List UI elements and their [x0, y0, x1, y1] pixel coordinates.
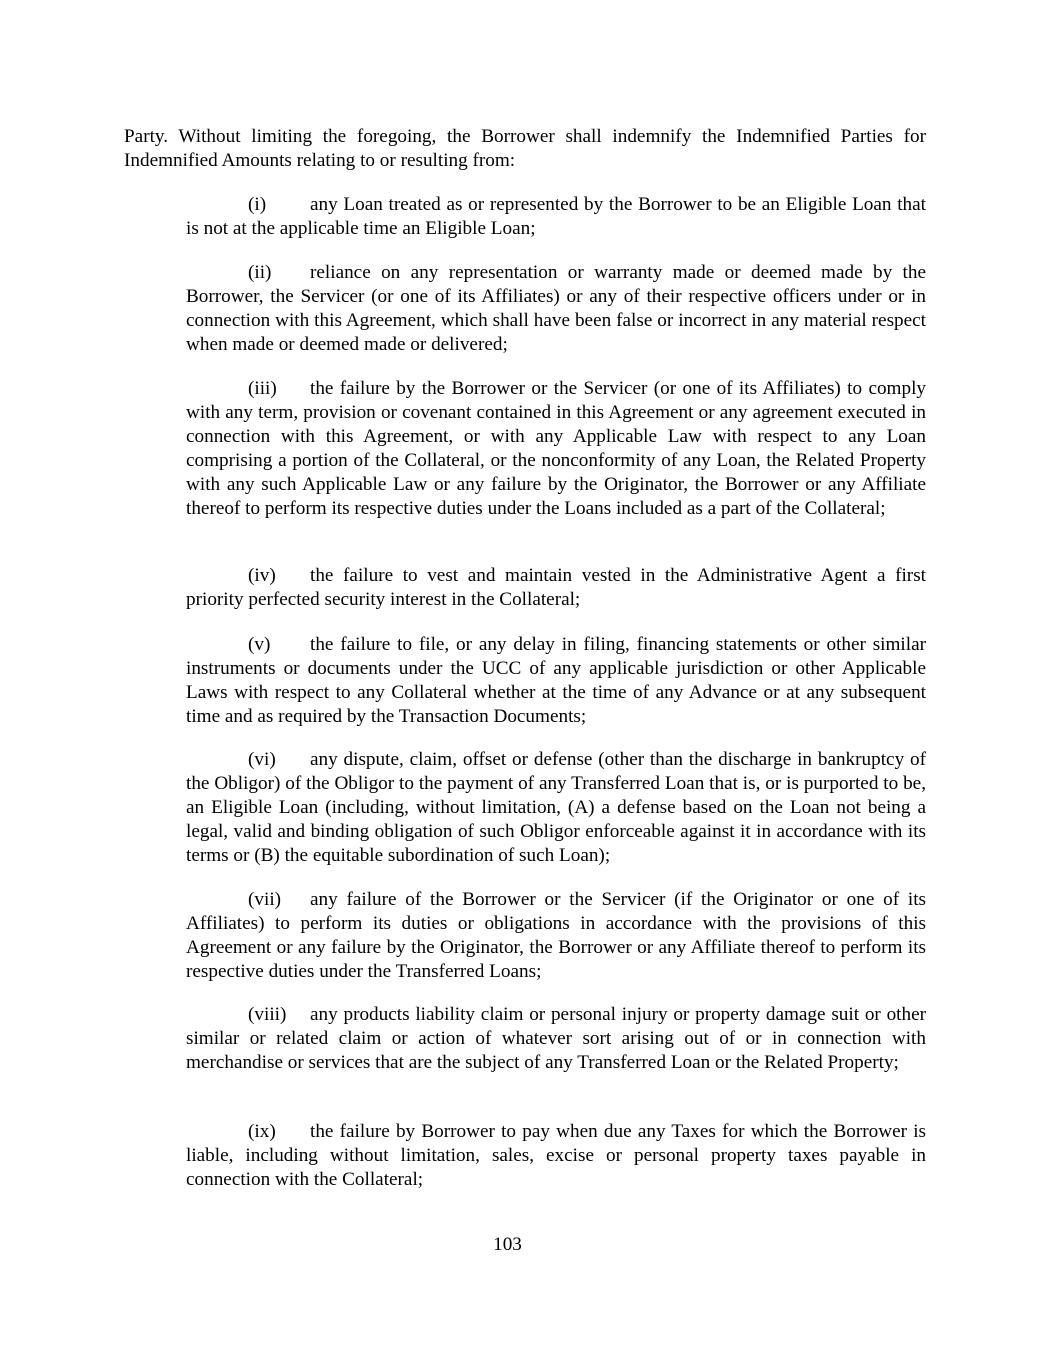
clause-text: any failure of the Borrower or the Servicer (if the Originator or one of its Affiliates) to perform its duties or obligations in accordance with the provisions of this Agreement or any failure by the Originator, the Borrower or any Affiliate thereof to perform its respective duties under the Transferred Loans; — [186, 889, 926, 982]
clause-text: any dispute, claim, offset or defense (other than the discharge in bankruptcy of the Obligor) of the Obligor to the payment of any Transferred Loan that is, or is purported to be, an Eligible Loan (including, without limitation, (A) a defense based on the Loan not being a legal, valid and binding obligation of such Obligor enforceable against it in accordance with its terms or (B) the equitable subordination of such Loan); — [186, 749, 926, 866]
clause-number: (iv) — [248, 565, 276, 586]
clause-text: the failure to file, or any delay in filing, financing statements or other similar instruments or documents under the UCC of any applicable jurisdiction or other Applicable Laws with respect to any Collateral whether at the time of any Advance or at any subsequent time and as required by the Transaction Documents; — [186, 634, 926, 727]
clause-vii — [186, 888, 926, 984]
clause-text: the failure by Borrower to pay when due any Taxes for which the Borrower is liable, including without limitation, sales, excise or personal property taxes payable in connection with the Collateral; — [186, 1121, 926, 1190]
clause-number: (ii) — [248, 262, 272, 283]
clause-number: (ix) — [248, 1121, 276, 1142]
clause-iii — [186, 377, 926, 521]
clause-ix — [186, 1120, 926, 1192]
clause-iv — [186, 564, 926, 612]
clause-number: (vii) — [248, 889, 282, 910]
clause-v — [186, 633, 926, 729]
clause-text: reliance on any representation or warranty made or deemed made by the Borrower, the Servicer (or one of its Affiliates) or any of their respective officers under or in connection with this Agreement, which shall have been false or incorrect in any material respect when made or deemed made or delivered; — [186, 262, 926, 355]
clause-number: (i) — [248, 194, 267, 215]
clause-number: (iii) — [248, 378, 277, 399]
clause-number: (v) — [248, 634, 271, 655]
lead-paragraph: Party. Without limiting the foregoing, the Borrower shall indemnify the Indemnified Parties for Indemnified Amounts relating to or resulting from: — [124, 126, 926, 171]
clause-text: the failure by the Borrower or the Servicer (or one of its Affiliates) to comply with any term, provision or covenant contained in this Agreement or any agreement executed in connection with this Agreement, or with any Applicable Law with respect to any Loan comprising a portion of the Collateral, or the nonconformity of any Loan, the Related Property with any such Applicable Law or any failure by the Originator, the Borrower or any Affiliate thereof to perform its respective duties under the Loans included as a part of the Collateral; — [186, 378, 926, 519]
clause-viii — [186, 1003, 926, 1075]
clause-vi — [186, 748, 926, 868]
clause-text: any Loan treated as or represented by the Borrower to be an Eligible Loan that is not at the applicable time an Eligible Loan; — [186, 194, 926, 239]
clause-number: (vi) — [248, 749, 276, 770]
clause-i — [186, 193, 926, 241]
clause-number: (viii) — [248, 1004, 287, 1025]
page-number: 103 — [493, 1234, 522, 1255]
clause-ii — [186, 261, 926, 357]
clause-text: any products liability claim or personal injury or property damage suit or other similar or related claim or action of whatever sort arising out of or in connection with merchandise or services that are the subject of any Transferred Loan or the Related Property; — [186, 1004, 926, 1073]
clause-text: the failure to vest and maintain vested in the Administrative Agent a first priority perfected security interest in the Collateral; — [186, 565, 926, 610]
